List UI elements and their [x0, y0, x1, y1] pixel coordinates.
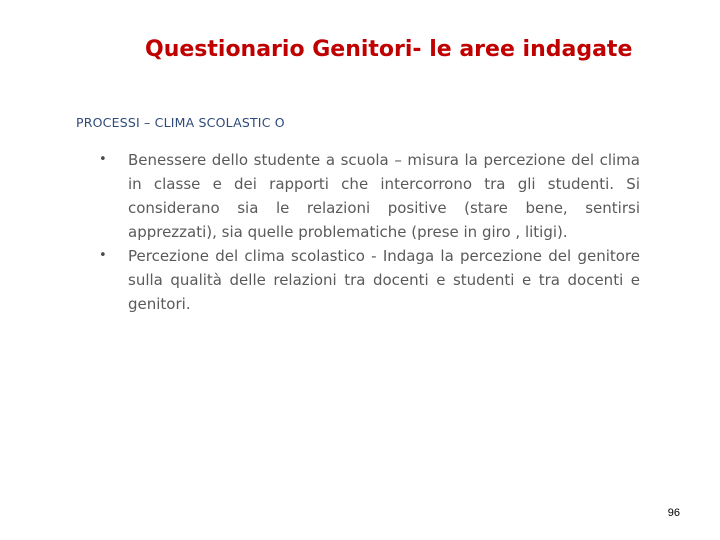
bullet-text: Percezione del clima scolastico - Indaga la percezione del genitore sulla qualità delle relazioni tra docenti e studenti e tra docenti e genitori.: [128, 247, 640, 313]
bullet-marker: •: [99, 248, 107, 263]
bullet-item-clima-scolastico: [96, 244, 640, 316]
page-number: 96: [667, 507, 680, 519]
section-heading: PROCESSI – CLIMA SCOLASTIC O: [76, 115, 285, 130]
bullet-marker: •: [99, 152, 107, 167]
bullet-list: [96, 148, 642, 316]
bullet-text: Benessere dello studente a scuola – misura la percezione del clima in classe e dei rapporti che intercorrono tra gli studenti. Si considerano sia le relazioni positive (stare bene, sentirsi apprezzati), sia quelle problematiche (prese in giro , litigi).: [128, 151, 640, 241]
slide-title: Questionario Genitori- le aree indagate: [145, 37, 633, 62]
bullet-item-benessere: [96, 148, 640, 244]
